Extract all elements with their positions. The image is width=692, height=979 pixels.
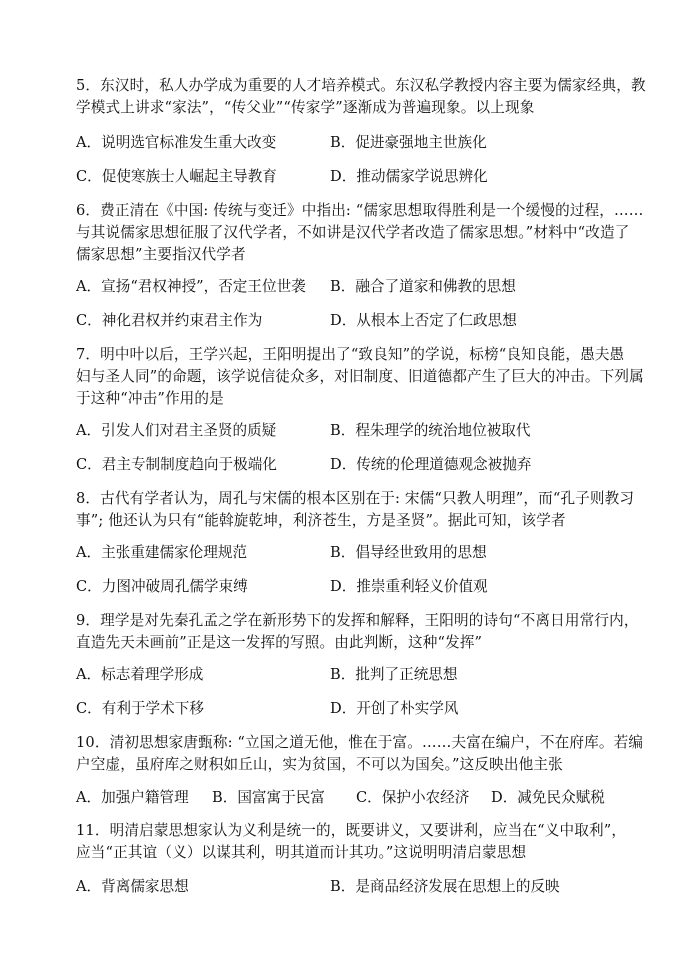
question-11-stem-line-2: 应当“正其谊（义）以谋其利，明其道而计其功。”这说明明清启蒙思想 [76,844,527,861]
question-10-option-d: D．减免民众赋税 [491,789,605,806]
question-8-option-a: A．主张重建儒家伦理规范 [76,544,248,561]
question-6-stem-line-3: 儒家思想”主要指汉代学者 [76,246,246,263]
question-8-stem-line-2: 事”; 他还认为只有“能斡旋乾坤，利济苍生，方是圣贤”。据此可知，该学者 [76,512,566,529]
question-5-option-d: D．推动儒家学说思辨化 [330,168,488,185]
question-6-option-a: A．宣扬“君权神授”，否定王位世袭 [76,278,306,295]
question-5-option-b: B．促进豪强地主世族化 [330,134,487,151]
question-8-option-b: B．倡导经世致用的思想 [330,544,487,561]
question-9-stem-line-1: 9．理学是对先秦孔孟之学在新形势下的发挥和解释，王阳明的诗句“不离日用常行内， [76,612,639,629]
question-6-option-b: B．融合了道家和佛教的思想 [330,278,516,295]
question-9-option-d: D．开创了朴实学风 [330,700,459,717]
question-6-stem-line-1: 6．费正清在《中国: 传统与变迁》中指出: “儒家思想取得胜利是一个缓慢的过程，…… [76,202,644,219]
question-10-option-c: C．保护小农经济 [356,789,470,806]
question-9-option-a: A．标志着理学形成 [76,666,204,683]
question-5-stem-line-1: 5．东汉时，私人办学成为重要的人才培养模式。东汉私学教授内容主要为儒家经典，教 [76,77,646,94]
question-10-option-b: B．国富寓于民富 [212,789,325,806]
question-10-stem-line-1: 10．清初思想家唐甄称: “立国之道无他，惟在于富。……夫富在编户，不在府库。若编 [76,734,644,751]
question-11-option-a: A．背离儒家思想 [76,878,189,895]
question-5-stem-line-2: 学模式上讲求“家法”，“传父业”“传家学”逐渐成为普遍现象。以上现象 [76,99,535,116]
question-7-option-b: B．程朱理学的统治地位被取代 [330,422,531,439]
question-9-option-b: B．批判了正统思想 [330,666,458,683]
question-9-stem-line-2: 直造先天未画前”正是这一发挥的写照。由此判断，这种“发挥” [76,634,483,651]
question-10-option-a: A．加强户籍管理 [76,789,189,806]
question-7-option-a: A．引发人们对君主圣贤的质疑 [76,422,277,439]
question-8-option-d: D．推崇重利轻义价值观 [330,578,488,595]
question-11-option-b: B．是商品经济发展在思想上的反映 [330,878,560,895]
question-5-option-a: A．说明选官标准发生重大改变 [76,134,277,151]
question-7-option-d: D．传统的伦理道德观念被抛弃 [330,456,532,473]
question-11-stem-line-1: 11．明清启蒙思想家认为义利是统一的，既要讲义，又要讲利，应当在“义中取利”， [76,822,627,839]
question-5-option-c: C．促使寒族士人崛起主导教育 [76,168,277,185]
question-10-stem-line-2: 户空虚，虽府库之财积如丘山，实为贫国，不可以为国矣。”这反映出他主张 [76,756,563,773]
question-6-option-d: D．从根本上否定了仁政思想 [330,312,517,329]
question-7-stem-line-2: 妇与圣人同”的命题，该学说信徒众多，对旧制度、旧道德都产生了巨大的冲击。下列属 [76,368,644,385]
question-9-option-c: C．有利于学术下移 [76,700,204,717]
question-8-option-c: C．力图冲破周孔儒学束缚 [76,578,248,595]
question-6-stem-line-2: 与其说儒家思想征服了汉代学者，不如讲是汉代学者改造了儒家思想。”材料中“改造了 [76,224,630,241]
question-6-option-c: C．神化君权并约束君主作为 [76,312,263,329]
question-7-option-c: C．君主专制制度趋向于极端化 [76,456,277,473]
question-7-stem-line-1: 7．明中叶以后，王学兴起，王阳明提出了“致良知”的学说，标榜“良知良能，愚夫愚 [76,346,625,363]
question-8-stem-line-1: 8．古代有学者认为，周孔与宋儒的根本区别在于: 宋儒“只教人明理”，而“孔子则教习 [76,490,635,507]
question-7-stem-line-3: 于这种“冲击”作用的是 [76,390,224,407]
